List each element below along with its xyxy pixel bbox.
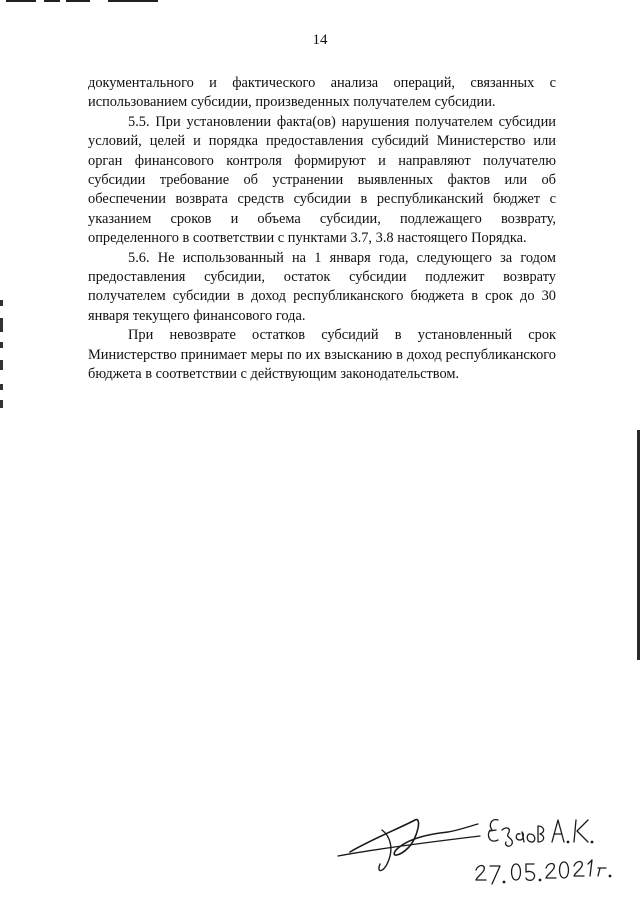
scan-mark: [6, 0, 36, 2]
paragraph-5-5: 5.5. При установлении факта(ов) нарушения получателем субсидии условий, целей и порядка предоставления субсидий Министерство или орган финансового контроля формируют и направляют получателю субсидии требование об устранении выявленных фактов или об обеспечении возврата средств субсидии в республиканский бюджет с указанием сроков и объема субсидии, подлежащего возврату, определенного в соответствии с пунктами 3.7, 3.8 настоящего Порядка.: [88, 113, 556, 247]
handwritten-signature: [330, 790, 620, 900]
paragraph-non-return: При невозврате остатков субсидий в установленный срок Министерство принимает меры по их взысканию в доход республиканского бюджета в соответствии с действующим законодательством.: [88, 327, 556, 383]
scan-mark: [0, 400, 3, 408]
document-body: [88, 74, 556, 385]
scan-mark: [0, 318, 3, 332]
scan-mark: [0, 384, 3, 390]
paragraph-5-6: 5.6. Не использованный на 1 января года, следующего за годом предоставления субсидии, остаток субсидии подлежит возврату получателем субсидии в доход республиканского бюджета в срок до 30 января текущего финансового года.: [88, 249, 556, 324]
scan-mark: [0, 300, 3, 306]
scan-mark: [0, 360, 3, 370]
paragraph-continuation: документального и фактического анализа операций, связанных с использованием субсидии, произведенных получателем субсидии.: [88, 75, 556, 111]
scan-mark: [44, 0, 60, 2]
scan-mark: [0, 342, 3, 348]
scan-mark: [108, 0, 158, 2]
page-number: 14: [312, 32, 328, 48]
scan-mark: [66, 0, 90, 2]
scan-artifact-top: [0, 0, 200, 10]
scan-artifact-left: [0, 300, 4, 410]
